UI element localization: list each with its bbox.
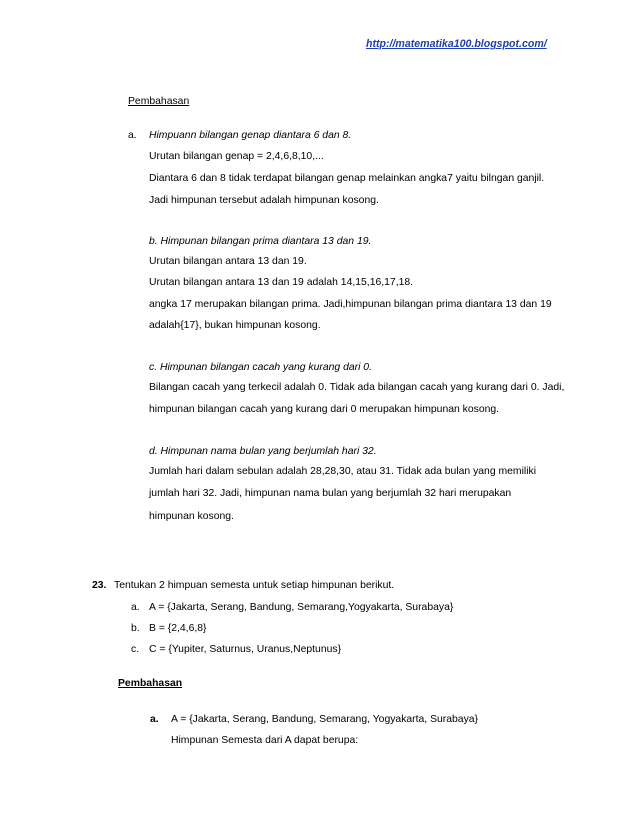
- question-item-marker: a.: [131, 602, 140, 613]
- item-a-line: Diantara 6 dan 8 tidak terdapat bilangan genap melainkan angka7 yaitu bilngan ganjil.: [149, 173, 545, 184]
- answer-marker: a.: [150, 714, 159, 725]
- item-a-marker: a.: [128, 130, 137, 141]
- item-c-line: Bilangan cacah yang terkecil adalah 0. Tidak ada bilangan cacah yang kurang dari 0. Jadi,: [149, 382, 565, 393]
- item-d-title: d. Himpunan nama bulan yang berjumlah hari 32.: [149, 446, 377, 457]
- item-c-line: himpunan bilangan cacah yang kurang dari 0 merupakan himpunan kosong.: [149, 404, 500, 415]
- question-item-text: C = {Yupiter, Saturnus, Uranus,Neptunus}: [149, 644, 342, 655]
- item-b-title: b. Himpunan bilangan prima diantara 13 dan 19.: [149, 236, 372, 247]
- item-d-line: jumlah hari 32. Jadi, himpunan nama bulan yang berjumlah 32 hari merupakan: [149, 488, 512, 499]
- item-b-line: angka 17 merupakan bilangan prima. Jadi,himpunan bilangan prima diantara 13 dan 19: [149, 299, 552, 310]
- item-a-title: Himpuann bilangan genap diantara 6 dan 8.: [149, 130, 352, 141]
- section2-heading: Pembahasan: [118, 678, 183, 689]
- question-item-text: A = {Jakarta, Serang, Bandung, Semarang,Yogyakarta, Surabaya}: [149, 602, 454, 613]
- answer-line: Himpunan Semesta dari A dapat berupa:: [171, 735, 359, 746]
- question-number: 23.: [92, 580, 107, 591]
- item-a-line: Jadi himpunan tersebut adalah himpunan kosong.: [149, 195, 379, 206]
- answer-text: A = {Jakarta, Serang, Bandung, Semarang, Yogyakarta, Surabaya}: [171, 714, 479, 725]
- item-b-line: adalah{17}, bukan himpunan kosong.: [149, 320, 321, 331]
- section1-heading: Pembahasan: [128, 96, 190, 107]
- question-item-text: B = {2,4,6,8}: [149, 623, 207, 634]
- item-b-line: Urutan bilangan antara 13 dan 19.: [149, 256, 307, 267]
- item-c-title: c. Himpunan bilangan cacah yang kurang dari 0.: [149, 362, 372, 373]
- item-d-line: himpunan kosong.: [149, 511, 234, 522]
- header-url-link[interactable]: http://matematika100.blogspot.com/: [366, 38, 547, 50]
- question-item-marker: c.: [131, 644, 140, 655]
- item-a-line: Urutan bilangan genap = 2,4,6,8,10,...: [149, 151, 324, 162]
- question-text: Tentukan 2 himpuan semesta untuk setiap himpunan berikut.: [114, 580, 395, 591]
- item-b-line: Urutan bilangan antara 13 dan 19 adalah 14,15,16,17,18.: [149, 277, 414, 288]
- item-d-line: Jumlah hari dalam sebulan adalah 28,28,30, atau 31. Tidak ada bulan yang memiliki: [149, 466, 537, 477]
- question-item-marker: b.: [131, 623, 140, 634]
